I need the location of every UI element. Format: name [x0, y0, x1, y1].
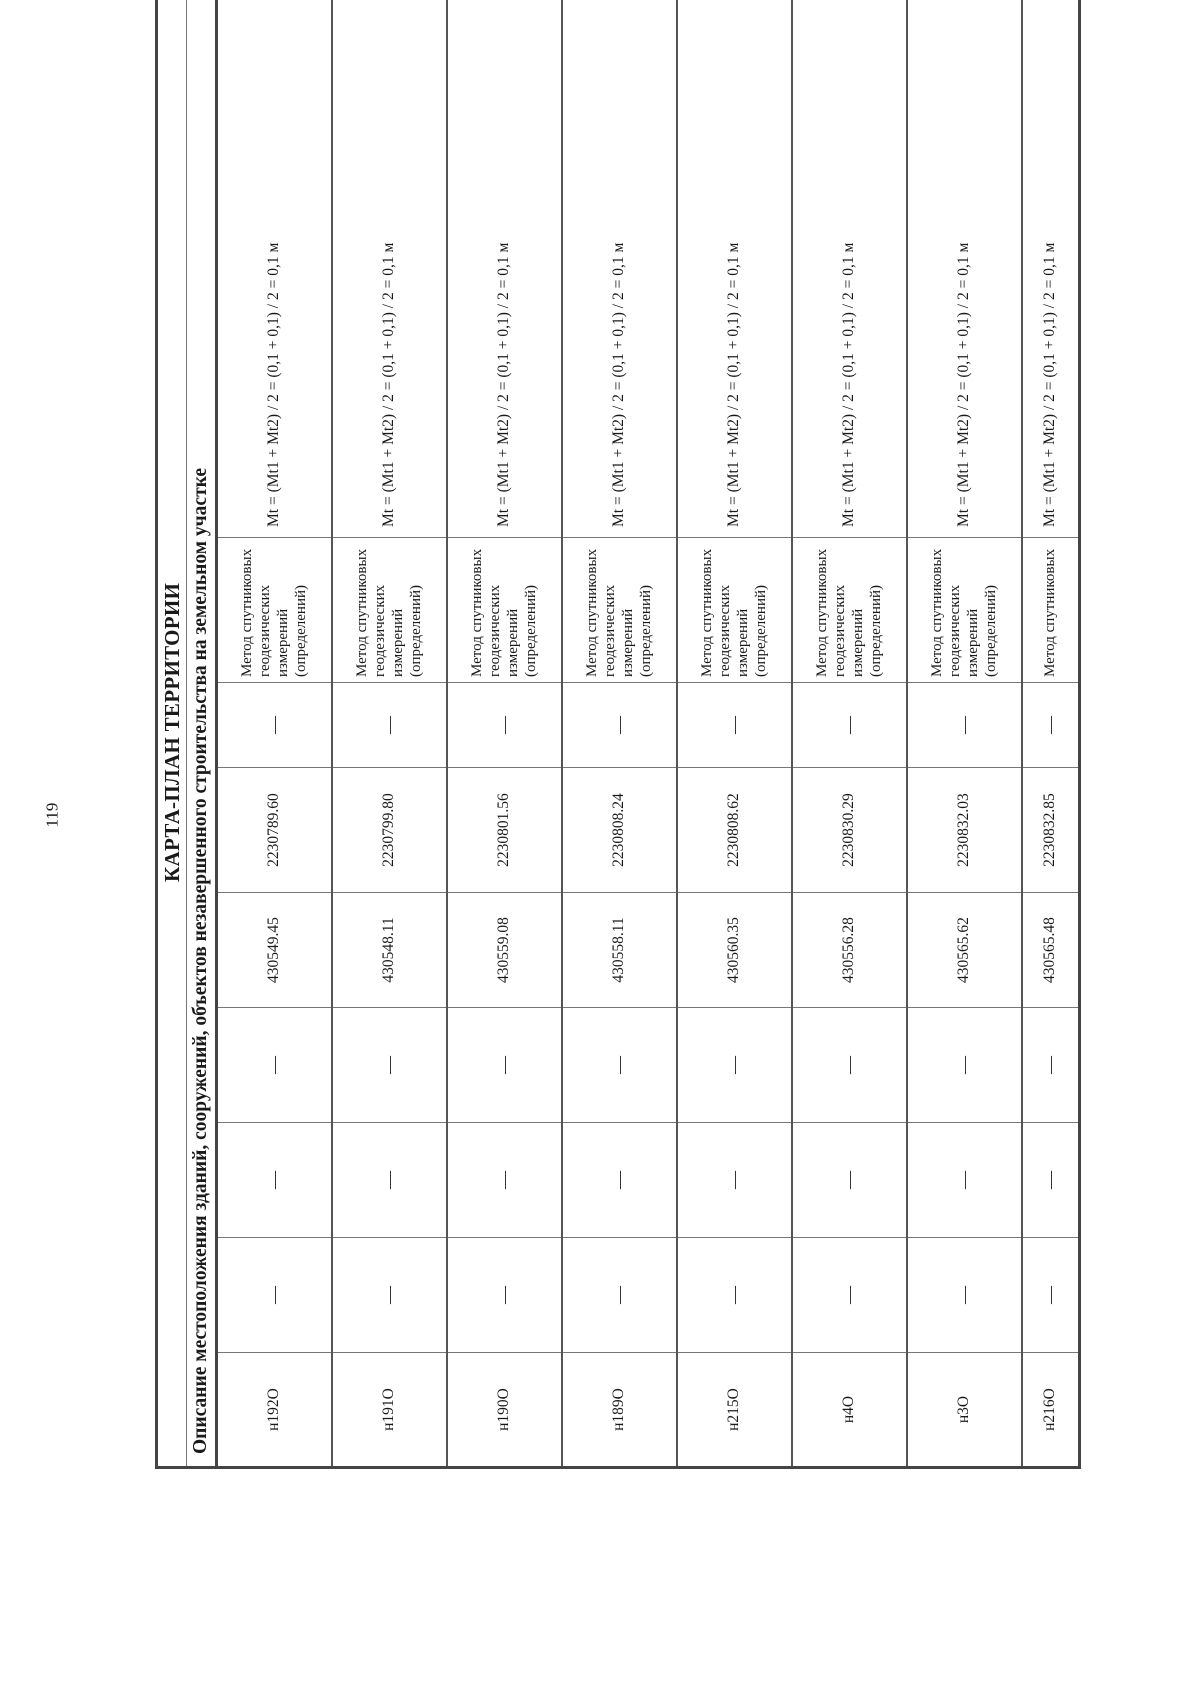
table-row [562, 0, 677, 1468]
accuracy-formula: Mt = (Mt1 + Mt2) / 2 = (0,1 + 0,1) / 2 = 0,1 м [217, 0, 332, 538]
coord-x: 430548.11 [332, 893, 447, 1008]
method-text: Метод спутниковых геодезических измерений (определений) [447, 538, 562, 683]
empty-value: — [562, 1123, 677, 1238]
empty-value: — [792, 1008, 907, 1123]
method-text: Метод спутниковых геодезических измерений (определений) [562, 538, 677, 683]
empty-value: — [907, 1123, 1022, 1238]
coord-y: 2230801.56 [447, 768, 562, 893]
empty-value: — [447, 683, 562, 768]
empty-value: — [447, 1008, 562, 1123]
empty-value: — [332, 1123, 447, 1238]
empty-value: — [447, 1238, 562, 1353]
point-id: н192О [217, 1353, 332, 1468]
point-id: н4О [792, 1353, 907, 1468]
coord-x: 430565.48 [1022, 893, 1080, 1008]
empty-value: — [447, 1123, 562, 1238]
empty-value: — [1022, 1123, 1080, 1238]
table-row [677, 0, 792, 1468]
empty-value: — [562, 683, 677, 768]
coord-y: 2230832.03 [907, 768, 1022, 893]
rotated-table-container [155, 99, 1080, 1469]
empty-value: — [907, 1238, 1022, 1353]
accuracy-formula: Mt = (Mt1 + Mt2) / 2 = (0,1 + 0,1) / 2 = 0,1 м [562, 0, 677, 538]
empty-value: — [792, 1123, 907, 1238]
empty-value: — [332, 1238, 447, 1353]
empty-value: — [677, 683, 792, 768]
coord-y: 2230808.62 [677, 768, 792, 893]
method-text: Метод спутниковых [1022, 538, 1080, 683]
coord-x: 430556.28 [792, 893, 907, 1008]
empty-value: — [907, 1008, 1022, 1123]
coord-x: 430549.45 [217, 893, 332, 1008]
empty-value: — [792, 1238, 907, 1353]
table-row [1022, 0, 1080, 1468]
empty-value: — [217, 1238, 332, 1353]
section-subtitle: Описание местоположения зданий, сооружений, объектов незавершенного строительства на земельном участке [187, 0, 217, 1468]
document-title: КАРТА-ПЛАН ТЕРРИТОРИИ [157, 0, 187, 1468]
coord-y: 2230799.80 [332, 768, 447, 893]
empty-value: — [1022, 1238, 1080, 1353]
empty-value: — [562, 1008, 677, 1123]
empty-value: — [332, 1008, 447, 1123]
page-number: 119 [42, 802, 62, 828]
coord-x: 430560.35 [677, 893, 792, 1008]
empty-value: — [1022, 683, 1080, 768]
point-id: н191О [332, 1353, 447, 1468]
point-id: н190О [447, 1353, 562, 1468]
coord-y: 2230789.60 [217, 768, 332, 893]
empty-value: — [1022, 1008, 1080, 1123]
table-row [792, 0, 907, 1468]
coord-x: 430558.11 [562, 893, 677, 1008]
empty-value: — [677, 1008, 792, 1123]
empty-value: — [792, 683, 907, 768]
empty-value: — [332, 683, 447, 768]
point-id: н215О [677, 1353, 792, 1468]
coord-x: 430559.08 [447, 893, 562, 1008]
accuracy-formula: Mt = (Mt1 + Mt2) / 2 = (0,1 + 0,1) / 2 = 0,1 м [792, 0, 907, 538]
empty-value: — [907, 683, 1022, 768]
method-text: Метод спутниковых геодезических измерений (определений) [907, 538, 1022, 683]
coord-x: 430565.62 [907, 893, 1022, 1008]
point-id: н3О [907, 1353, 1022, 1468]
coordinates-table [155, 0, 1081, 1469]
accuracy-formula: Mt = (Mt1 + Mt2) / 2 = (0,1 + 0,1) / 2 = 0,1 м [677, 0, 792, 538]
table-row [447, 0, 562, 1468]
empty-value: — [217, 1123, 332, 1238]
empty-value: — [217, 683, 332, 768]
empty-value: — [677, 1123, 792, 1238]
coord-y: 2230832.85 [1022, 768, 1080, 893]
empty-value: — [217, 1008, 332, 1123]
accuracy-formula: Mt = (Mt1 + Mt2) / 2 = (0,1 + 0,1) / 2 = 0,1 м [907, 0, 1022, 538]
point-id: н216О [1022, 1353, 1080, 1468]
method-text: Метод спутниковых геодезических измерений (определений) [792, 538, 907, 683]
method-text: Метод спутниковых геодезических измерений (определений) [677, 538, 792, 683]
accuracy-formula: Mt = (Mt1 + Mt2) / 2 = (0,1 + 0,1) / 2 = 0,1 м [332, 0, 447, 538]
empty-value: — [562, 1238, 677, 1353]
accuracy-formula: Mt = (Mt1 + Mt2) / 2 = (0,1 + 0,1) / 2 = 0,1 м [447, 0, 562, 538]
table-row [217, 0, 332, 1468]
coord-y: 2230808.24 [562, 768, 677, 893]
table-row [332, 0, 447, 1468]
point-id: н189О [562, 1353, 677, 1468]
method-text: Метод спутниковых геодезических измерений (определений) [217, 538, 332, 683]
method-text: Метод спутниковых геодезических измерений (определений) [332, 538, 447, 683]
table-row [907, 0, 1022, 1468]
coord-y: 2230830.29 [792, 768, 907, 893]
empty-value: — [677, 1238, 792, 1353]
accuracy-formula: Mt = (Mt1 + Mt2) / 2 = (0,1 + 0,1) / 2 = 0,1 м [1022, 0, 1080, 538]
